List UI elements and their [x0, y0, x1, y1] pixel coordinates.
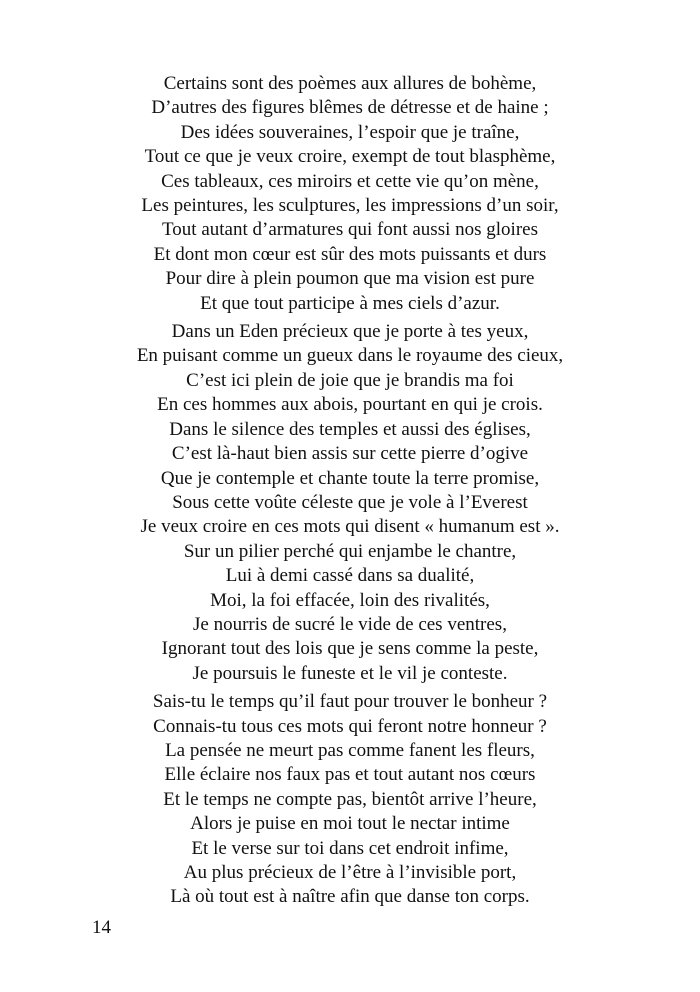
verse-line: Alors je puise en moi tout le nectar intime: [190, 813, 510, 835]
verse-line: Au plus précieux de l’être à l’invisible port,: [183, 862, 517, 883]
verse-line: Que je contemple et chante toute la terre promise,: [160, 467, 540, 489]
verse-line: Je veux croire en ces mots qui disent « humanum est ».: [140, 516, 560, 538]
verse-line: Elle éclaire nos faux pas et tout autant nos cœurs: [164, 764, 536, 786]
verse-line: Les peintures, les sculptures, les impressions d’un soir,: [141, 195, 559, 217]
verse-line: Je nourris de sucré le vide de ces ventres,: [193, 613, 507, 635]
verse-line: En puisant comme un gueux dans le royaume des cieux,: [136, 345, 564, 367]
poem: [0, 72, 700, 910]
verse-line: C’est ici plein de joie que je brandis ma foi: [186, 369, 514, 391]
verse-line: La pensée ne meurt pas comme fanent les fleurs,: [165, 739, 535, 761]
verse-line: Des idées souveraines, l’espoir que je traîne,: [180, 121, 520, 143]
verse-line: Connais-tu tous ces mots qui feront notre honneur ?: [153, 715, 547, 737]
verse-line: Là où tout est à naître afin que danse ton corps.: [170, 886, 530, 908]
verse-line: Certains sont des poèmes aux allures de bohème,: [163, 73, 537, 94]
stanza-1: [0, 72, 700, 316]
page-number: 14: [92, 917, 111, 938]
verse-line: D’autres des figures blêmes de détresse et de haine ;: [151, 97, 549, 119]
verse-line: Et que tout participe à mes ciels d’azur.: [200, 292, 500, 314]
verse-line: Dans un Eden précieux que je porte à tes yeux,: [171, 321, 529, 343]
verse-line: Lui à demi cassé dans sa dualité,: [225, 565, 475, 587]
verse-line: C’est là-haut bien assis sur cette pierre d’ogive: [171, 443, 529, 465]
verse-line: Sur un pilier perché qui enjambe le chantre,: [183, 540, 517, 562]
verse-line: Et le temps ne compte pas, bientôt arrive l’heure,: [163, 788, 537, 810]
stanza-2: [0, 320, 700, 686]
verse-line: Tout autant d’armatures qui font aussi nos gloires: [162, 219, 538, 241]
verse-line: Dans le silence des temples et aussi des églises,: [169, 418, 531, 440]
stanza-3: [0, 690, 700, 910]
verse-line: Je poursuis le funeste et le vil je conteste.: [192, 662, 508, 684]
verse-line: Moi, la foi effacée, loin des rivalités,: [210, 589, 490, 611]
verse-line: Sous cette voûte céleste que je vole à l’Everest: [172, 491, 528, 513]
verse-line: Pour dire à plein poumon que ma vision est pure: [165, 268, 535, 290]
verse-line: Et dont mon cœur est sûr des mots puissants et durs: [153, 243, 547, 265]
verse-line: Ces tableaux, ces miroirs et cette vie qu’on mène,: [161, 170, 539, 192]
verse-line: Et le verse sur toi dans cet endroit infime,: [191, 837, 509, 859]
verse-line: Sais-tu le temps qu’il faut pour trouver le bonheur ?: [152, 691, 548, 713]
verse-line: En ces hommes aux abois, pourtant en qui je crois.: [157, 394, 543, 416]
verse-line: Ignorant tout des lois que je sens comme la peste,: [161, 638, 539, 660]
verse-line: Tout ce que je veux croire, exempt de tout blasphème,: [144, 146, 556, 168]
